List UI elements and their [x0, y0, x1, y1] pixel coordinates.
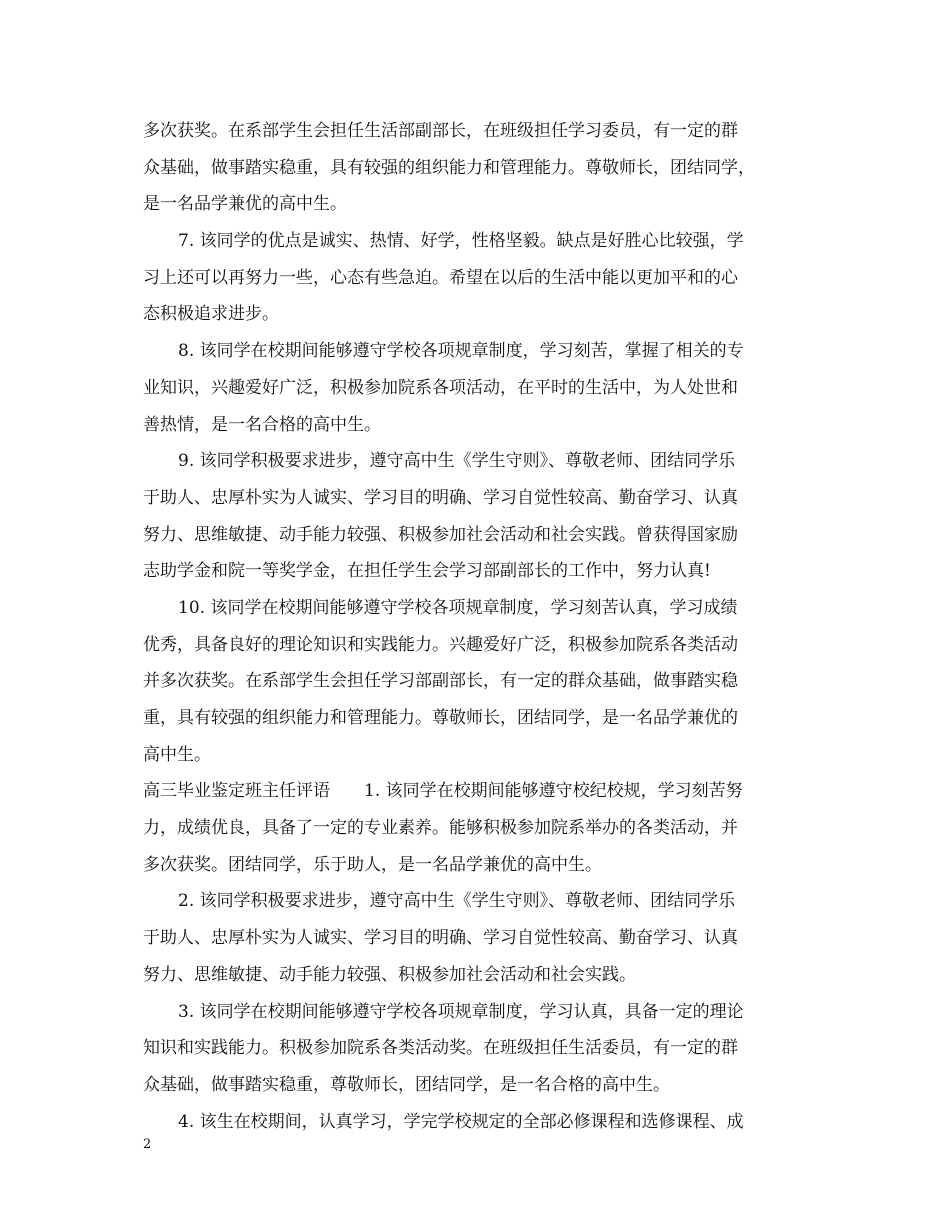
text-line: 多次获奖。在系部学生会担任生活部副部长，在班级担任学习委员，有一定的群	[143, 121, 738, 141]
text-line: 业知识，兴趣爱好广泛，积极参加院系各项活动，在平时的生活中，为人处世和	[143, 377, 738, 398]
text-line: 高中生。	[143, 744, 211, 765]
text-line: 众基础，做事踏实稳重，具有较强的组织能力和管理能力。尊敬师长，团结同学，	[143, 157, 755, 178]
text-line: 2. 该同学积极要求进步，遵守高中生《学生守则》、尊敬老师、团结同学乐	[178, 891, 736, 912]
text-line: 是一名品学兼优的高中生。	[143, 194, 347, 215]
document-body	[143, 113, 815, 1140]
page-number: 2	[143, 1137, 152, 1152]
text-line: 3. 该同学在校期间能够遵守学校各项规章制度，学习认真，具备一定的理论	[178, 1001, 744, 1022]
text-line: 重，具有较强的组织能力和管理能力。尊敬师长，团结同学，是一名品学兼优的	[143, 708, 738, 728]
text-line: 于助人、忠厚朴实为人诚实、学习目的明确、学习自觉性较高、勤奋学习、认真	[143, 487, 738, 508]
text-line: 于助人、忠厚朴实为人诚实、学习目的明确、学习自觉性较高、勤奋学习、认真	[143, 928, 738, 949]
text-line: 众基础，做事踏实稳重，尊敬师长，团结同学，是一名合格的高中生。	[143, 1074, 670, 1095]
text-line: 4. 该生在校期间，认真学习，学完学校规定的全部必修课程和选修课程、成	[178, 1111, 744, 1132]
text-line: 志助学金和院一等奖学金，在担任学生会学习部副部长的工作中，努力认真!	[143, 561, 711, 582]
text-line: 知识和实践能力。积极参加院系各类活动奖。在班级担任生活委员，有一定的群	[143, 1038, 738, 1059]
text-line: 善热情，是一名合格的高中生。	[143, 414, 381, 435]
text-line: 优秀，具备良好的理论知识和实践能力。兴趣爱好广泛，积极参加院系各类活动	[143, 634, 738, 655]
text-line: 10. 该同学在校期间能够遵守学校各项规章制度，学习刻苦认真，学习成绩	[178, 597, 738, 618]
text-line: 9. 该同学积极要求进步，遵守高中生《学生守则》、尊敬老师、团结同学乐	[178, 451, 736, 472]
text-line: 习上还可以再努力一些，心态有些急迫。希望在以后的生活中能以更加平和的心	[143, 267, 738, 288]
text-line: 力，成绩优良，具备了一定的专业素养。能够积极参加院系举办的各类活动，并	[143, 818, 738, 839]
text-line: 并多次获奖。在系部学生会担任学习部副部长，有一定的群众基础，做事踏实稳	[143, 671, 738, 692]
text-line: 8. 该同学在校期间能够遵守学校各项规章制度，学习刻苦，掌握了相关的专	[178, 341, 744, 362]
text-line: 多次获奖。团结同学，乐于助人，是一名品学兼优的高中生。	[143, 854, 602, 875]
text-line: 7. 该同学的优点是诚实、热情、好学，性格坚毅。缺点是好胜心比较强，学	[178, 231, 744, 252]
text-line: 高三毕业鉴定班主任评语 1. 该同学在校期间能够遵守校纪校规，学习刻苦努	[143, 781, 743, 802]
text-line: 努力、思维敏捷、动手能力较强、积极参加社会活动和社会实践。曾获得国家励	[143, 524, 738, 545]
text-line: 态积极追求进步。	[143, 304, 279, 325]
text-line: 努力、思维敏捷、动手能力较强、积极参加社会活动和社会实践。	[143, 964, 636, 985]
